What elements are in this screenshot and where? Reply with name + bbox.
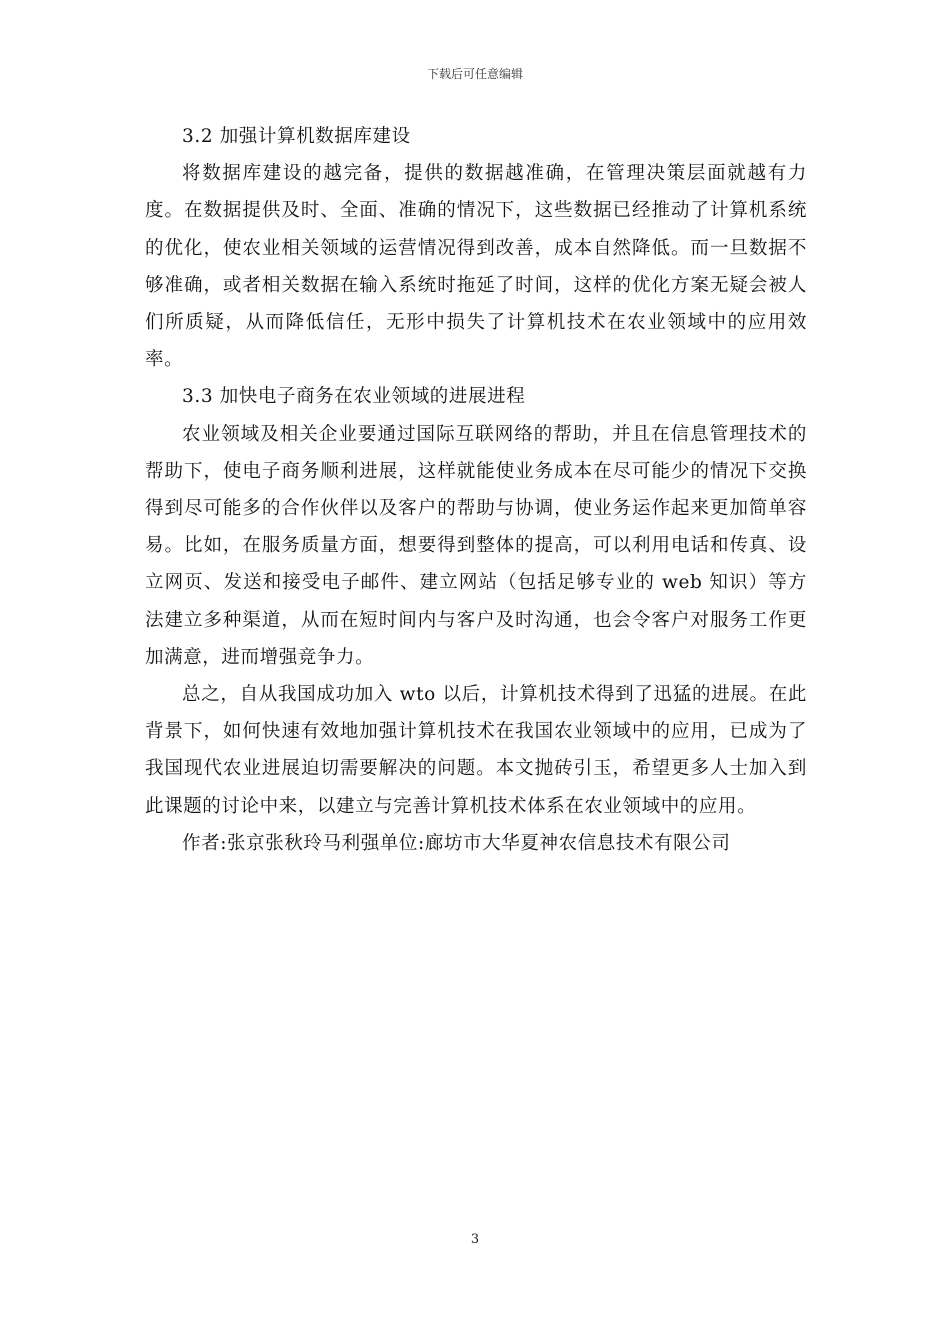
document-body	[145, 118, 807, 862]
conclusion-paragraph: 总之，自从我国成功加入 wto 以后，计算机技术得到了迅猛的进展。在此背景下，如何快速有效地加强计算机技术在我国农业领域中的应用，已成为了我国现代农业进展迫切需要解决的问题。本文抛砖引玉，希望更多人士加入到此课题的讨论中来，以建立与完善计算机技术体系在农业领域中的应用。	[145, 684, 807, 817]
author-line: 作者:张京张秋玲马利强单位:廊坊市大华夏神农信息技术有限公司	[182, 832, 731, 854]
header-note: 下载后可任意编辑	[426, 67, 523, 81]
section-paragraph-3-2: 将数据库建设的越完备，提供的数据越准确，在管理决策层面就越有力度。在数据提供及时、全面、准确的情况下，这些数据已经推动了计算机系统的优化，使农业相关领域的运营情况得到改善，成本自然降低。而一旦数据不够准确，或者相关数据在输入系统时拖延了时间，这样的优化方案无疑会被人们所质疑，从而降低信任，无形中损失了计算机技术在农业领域中的应用效率。	[145, 163, 807, 371]
section-heading-3-2: 3.2 加强计算机数据库建设	[182, 126, 411, 147]
page-number: 3	[470, 1232, 480, 1247]
section-paragraph-3-3: 农业领域及相关企业要通过国际互联网络的帮助，并且在信息管理技术的帮助下，使电子商务顺利进展，这样就能使业务成本在尽可能少的情况下交换得到尽可能多的合作伙伴以及客户的帮助与协调，使业务运作起来更加简单容易。比如，在服务质量方面，想要得到整体的提高，可以利用电话和传真、设立网页、发送和接受电子邮件、建立网站（包括足够专业的 web 知识）等方法建立多种渠道，从而在短时间内与客户及时沟通，也会令客户对服务工作更加满意，进而增强竞争力。	[145, 423, 807, 668]
section-heading-3-3: 3.3 加快电子商务在农业领域的进展进程	[182, 386, 526, 408]
